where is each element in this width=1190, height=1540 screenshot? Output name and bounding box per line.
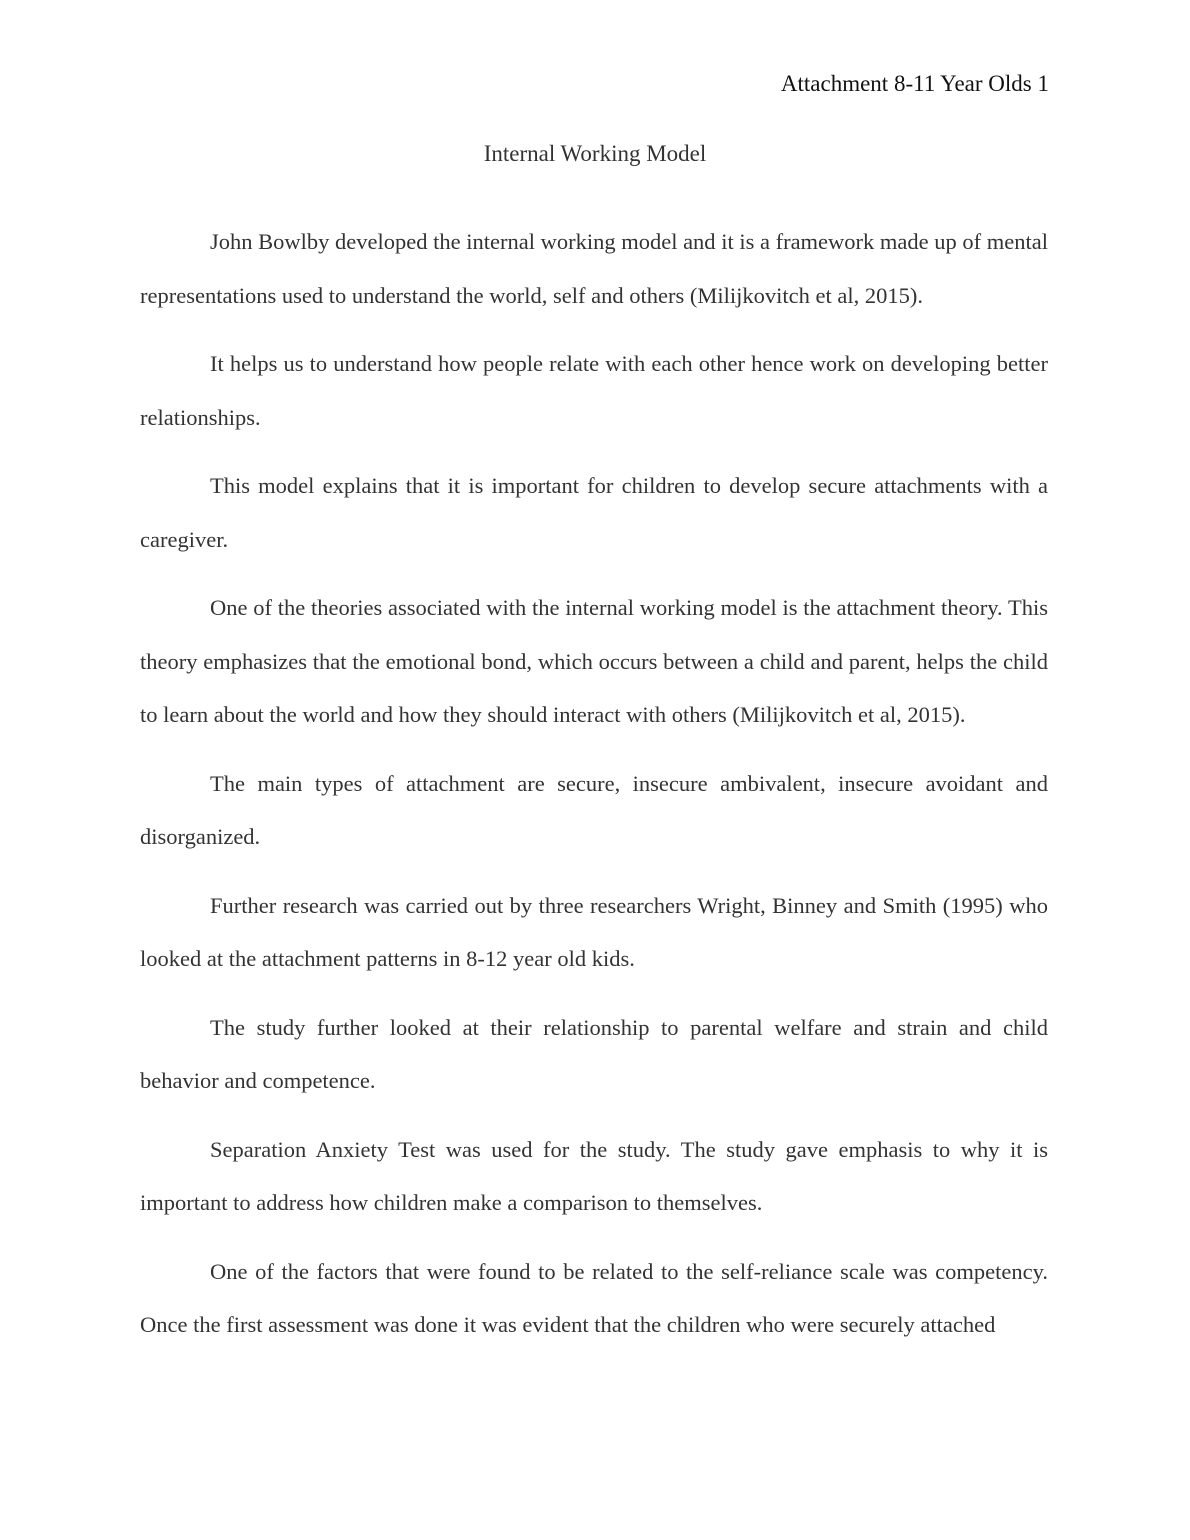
paragraph: It helps us to understand how people relate with each other hence work on developing better relationships. [140,351,1048,430]
paragraph: John Bowlby developed the internal working model and it is a framework made up of mental representations used to understand the world, self and others (Milijkovitch et al, 2015). [140,229,1048,308]
paragraph: The study further looked at their relationship to parental welfare and strain and child behavior and competence. [140,1014,1048,1093]
paragraph: One of the factors that were found to be related to the self-reliance scale was competency. Once the first assessment was done it was evident that the children who were securely attached [140,1258,1048,1337]
paragraph: Further research was carried out by three researchers Wright, Binney and Smith (1995) who looked at the attachment patterns in 8-12 year old kids. [140,892,1048,971]
running-head: Attachment 8-11 Year Olds 1 [780,71,1049,96]
paragraph: Separation Anxiety Test was used for the study. The study gave emphasis to why it is important to address how children make a comparison to themselves. [140,1136,1048,1215]
body-text [140,215,1048,1367]
paragraph: This model explains that it is important for children to develop secure attachments with a caregiver. [140,473,1048,552]
paragraph: The main types of attachment are secure, insecure ambivalent, insecure avoidant and disorganized. [140,770,1048,849]
paragraph: One of the theories associated with the internal working model is the attachment theory. This theory emphasizes that the emotional bond, which occurs between a child and parent, helps the child to learn about the world and how they should interact with others (Milijkovitch et al, 2015). [140,595,1048,727]
page-title: Internal Working Model [483,141,707,166]
